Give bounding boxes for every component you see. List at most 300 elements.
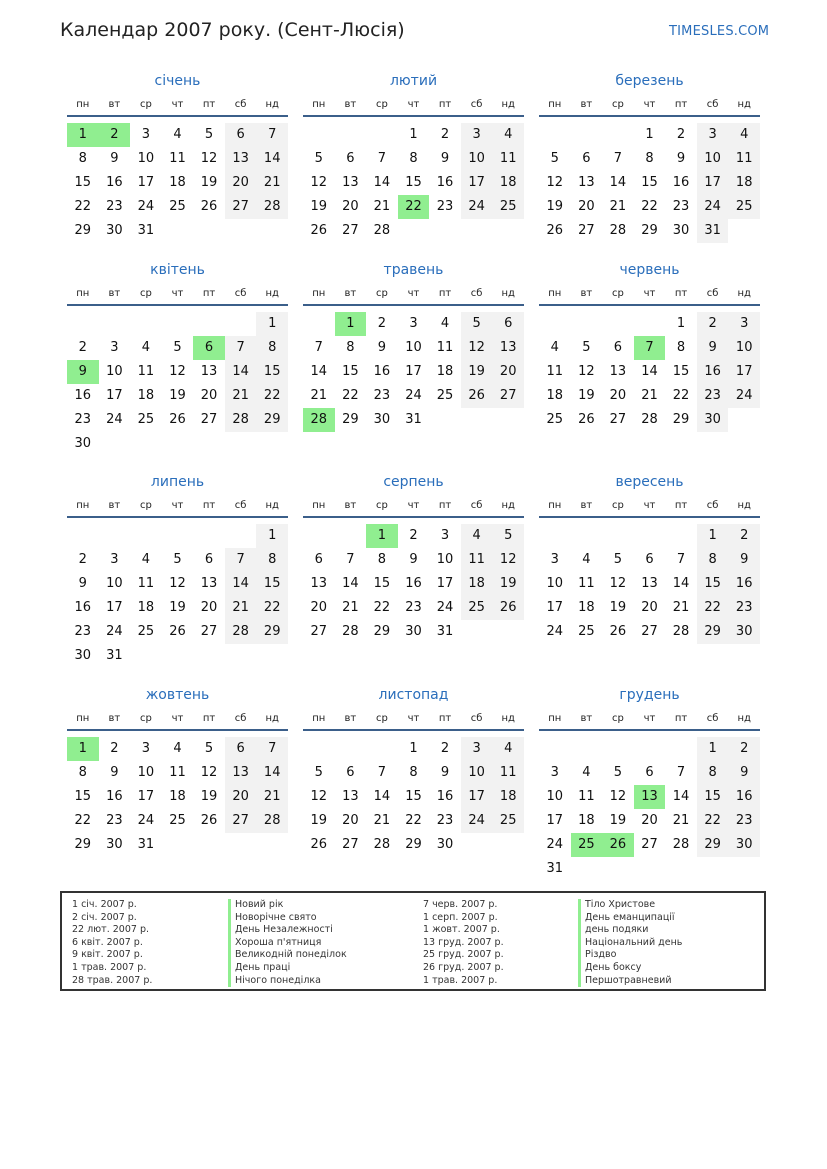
day-cell: 29 (672, 412, 690, 427)
weekday-label: чт (643, 99, 656, 110)
day-cell: 14 (373, 175, 391, 190)
header-rule (303, 729, 524, 731)
day-cell: 10 (697, 147, 729, 171)
day-cell: 8 (645, 151, 654, 166)
day-cell: 26 (200, 199, 218, 214)
weekday-label: пн (76, 500, 90, 511)
day-cell: 5 (613, 765, 623, 780)
weekday-label: нд (265, 500, 279, 511)
legend-date: 1 січ. 2007 р. (72, 899, 137, 910)
day-cell: 28 (641, 412, 658, 427)
weekday-label: вт (108, 288, 121, 299)
month-name: серпень (383, 474, 444, 490)
day-cell: 27 (310, 624, 328, 639)
day-cell: 10 (461, 761, 493, 785)
day-cell: 10 (137, 151, 155, 166)
day-cell: 26 (169, 412, 186, 427)
holiday-day: 1 (335, 312, 367, 336)
weekday-header (67, 288, 288, 302)
day-cell: 27 (641, 837, 658, 852)
day-cell: 10 (436, 552, 454, 567)
weekday-label: нд (501, 713, 515, 724)
day-cell: 25 (578, 624, 595, 639)
day-cell: 3 (110, 552, 119, 567)
day-cell: 2 (78, 340, 87, 355)
day-cell: 18 (169, 789, 186, 804)
day-cell: 3 (461, 123, 493, 147)
weekday-label: пн (312, 288, 326, 299)
day-cell: 12 (310, 789, 328, 804)
day-cell: 21 (256, 171, 288, 195)
day-cell: 2 (728, 737, 760, 761)
day-cell: 26 (310, 837, 328, 852)
day-cell: 21 (225, 596, 257, 620)
day-cell: 6 (645, 552, 654, 567)
day-cell: 22 (74, 813, 92, 828)
legend-holiday-name: Новий рік (228, 899, 347, 912)
day-cell: 11 (169, 151, 186, 166)
weekday-label: ср (611, 500, 624, 511)
day-cell: 3 (461, 737, 493, 761)
month-name: вересень (615, 474, 684, 490)
month-name: листопад (378, 687, 449, 703)
day-cell: 6 (582, 151, 591, 166)
day-cell: 11 (728, 147, 760, 171)
day-cell: 8 (256, 336, 288, 360)
day-cell: 21 (373, 199, 391, 214)
day-cell: 2 (409, 528, 418, 543)
day-cell: 15 (74, 175, 92, 190)
day-cell: 16 (405, 576, 422, 591)
day-cell: 24 (137, 813, 155, 828)
day-cell: 24 (546, 624, 564, 639)
weekday-label: пт (674, 99, 688, 110)
day-cell: 12 (546, 175, 564, 190)
header-rule (67, 516, 288, 518)
day-cell: 22 (256, 384, 288, 408)
day-cell: 13 (641, 576, 658, 591)
day-cell: 25 (137, 624, 155, 639)
day-cell: 30 (106, 223, 123, 238)
day-cell: 5 (550, 151, 559, 166)
weekday-header (303, 99, 524, 113)
day-cell: 29 (373, 624, 391, 639)
day-cell: 20 (641, 600, 658, 615)
day-cell: 20 (200, 600, 218, 615)
weekday-label: нд (737, 713, 751, 724)
weekday-label: вт (580, 713, 593, 724)
day-cell: 27 (342, 223, 359, 238)
day-cell: 31 (106, 648, 123, 663)
weekday-label: пт (202, 288, 216, 299)
day-cell: 11 (137, 576, 155, 591)
day-cell: 19 (609, 813, 627, 828)
day-cell: 15 (373, 576, 391, 591)
month-name: лютий (389, 73, 438, 89)
day-cell: 16 (672, 175, 690, 190)
day-cell: 13 (225, 147, 257, 171)
weekday-header (539, 99, 760, 113)
day-cell: 19 (169, 388, 186, 403)
holiday-day: 1 (67, 123, 99, 147)
day-cell: 14 (310, 364, 328, 379)
day-cell: 19 (578, 388, 595, 403)
day-cell: 25 (436, 388, 454, 403)
weekday-label: нд (501, 500, 515, 511)
legend-holiday-name: день подяки (578, 924, 682, 937)
day-cell: 8 (409, 151, 418, 166)
day-cell: 31 (137, 223, 155, 238)
day-cell: 27 (200, 412, 218, 427)
day-cell: 16 (436, 789, 454, 804)
day-cell: 24 (546, 837, 564, 852)
day-cell: 12 (578, 364, 595, 379)
day-cell: 5 (173, 552, 182, 567)
day-cell: 24 (106, 624, 123, 639)
weekday-label: пн (548, 500, 562, 511)
legend-date: 9 квіт. 2007 р. (72, 949, 143, 961)
day-cell: 28 (672, 837, 690, 852)
holiday-day: 6 (193, 336, 225, 360)
day-cell: 1 (409, 741, 418, 756)
weekday-label: пн (312, 713, 326, 724)
weekday-header (303, 713, 524, 727)
day-cell: 24 (405, 388, 422, 403)
day-cell: 22 (405, 813, 422, 828)
weekday-label: ср (139, 713, 152, 724)
day-cell: 3 (141, 741, 151, 756)
weekday-label: ср (611, 99, 624, 110)
day-cell: 16 (697, 360, 729, 384)
legend-holiday-name: Хороша п'ятниця (228, 937, 347, 950)
day-cell: 18 (492, 171, 524, 195)
legend-right-names (578, 899, 682, 987)
holiday-day: 25 (571, 833, 603, 857)
day-cell: 25 (546, 412, 564, 427)
day-cell: 28 (672, 624, 690, 639)
day-cell: 11 (436, 340, 454, 355)
day-cell: 21 (373, 813, 391, 828)
day-cell: 26 (492, 596, 524, 620)
header-rule (303, 115, 524, 117)
day-cell: 1 (256, 524, 288, 548)
day-cell: 18 (436, 364, 454, 379)
day-cell: 23 (373, 388, 391, 403)
weekday-label: нд (737, 500, 751, 511)
weekday-label: нд (737, 288, 751, 299)
day-cell: 4 (440, 316, 450, 331)
day-cell: 16 (728, 572, 760, 596)
day-cell: 25 (137, 412, 155, 427)
day-cell: 13 (609, 364, 627, 379)
day-cell: 8 (377, 552, 387, 567)
day-cell: 6 (314, 552, 323, 567)
legend-holiday-name: Національний день (578, 937, 682, 950)
day-cell: 3 (550, 552, 559, 567)
header-rule (67, 729, 288, 731)
day-cell: 9 (110, 765, 119, 780)
day-cell: 31 (546, 861, 564, 876)
day-cell: 28 (609, 223, 627, 238)
weekday-label: чт (407, 500, 420, 511)
weekday-label: вт (344, 99, 357, 110)
day-cell: 15 (342, 364, 359, 379)
day-cell: 22 (74, 199, 92, 214)
legend-date: 26 груд. 2007 р. (423, 961, 504, 973)
day-cell: 17 (461, 785, 493, 809)
weekday-label: пт (438, 288, 452, 299)
weekday-label: ср (375, 99, 388, 110)
day-cell: 22 (373, 600, 391, 615)
day-cell: 20 (310, 600, 328, 615)
day-cell: 2 (728, 524, 760, 548)
day-cell: 29 (342, 412, 359, 427)
weekday-label: чт (171, 288, 184, 299)
day-cell: 15 (697, 572, 729, 596)
weekday-label: пн (76, 99, 90, 110)
day-cell: 7 (256, 123, 288, 147)
weekday-header (67, 99, 288, 113)
day-cell: 30 (106, 837, 123, 852)
day-cell: 30 (74, 648, 92, 663)
day-cell: 9 (676, 151, 686, 166)
day-cell: 6 (346, 151, 355, 166)
day-cell: 7 (676, 552, 686, 567)
weekday-label: вт (344, 288, 357, 299)
day-cell: 12 (310, 175, 328, 190)
legend-date: 1 трав. 2007 р. (423, 974, 498, 986)
day-cell: 13 (492, 336, 524, 360)
day-cell: 18 (137, 600, 155, 615)
day-cell: 11 (492, 147, 524, 171)
weekday-header (303, 500, 524, 514)
day-cell: 14 (641, 364, 658, 379)
day-cell: 22 (641, 199, 658, 214)
day-cell: 20 (342, 813, 359, 828)
weekday-label: ср (139, 500, 152, 511)
weekday-label: чт (171, 500, 184, 511)
day-cell: 22 (342, 388, 359, 403)
day-cell: 8 (256, 548, 288, 572)
day-cell: 25 (169, 199, 186, 214)
day-cell: 24 (106, 412, 123, 427)
day-cell: 7 (676, 765, 686, 780)
legend-holiday-name: Нічого понеділка (228, 975, 347, 988)
day-cell: 12 (609, 576, 627, 591)
day-cell: 28 (342, 624, 359, 639)
weekday-label: вт (580, 99, 593, 110)
day-cell: 12 (492, 548, 524, 572)
day-cell: 3 (141, 127, 151, 142)
month-name: грудень (619, 687, 680, 703)
day-cell: 21 (310, 388, 328, 403)
legend-left-dates (72, 899, 152, 987)
day-cell: 13 (342, 789, 359, 804)
day-cell: 16 (74, 388, 92, 403)
day-cell: 22 (672, 388, 690, 403)
day-cell: 14 (373, 789, 391, 804)
day-cell: 25 (492, 809, 524, 833)
day-cell: 13 (200, 364, 218, 379)
day-cell: 17 (436, 576, 454, 591)
header-rule (67, 304, 288, 306)
day-cell: 19 (609, 600, 627, 615)
weekday-header (539, 500, 760, 514)
day-cell: 1 (676, 316, 686, 331)
weekday-label: пн (548, 288, 562, 299)
day-cell: 30 (697, 408, 729, 432)
day-cell: 24 (461, 195, 493, 219)
day-cell: 5 (582, 340, 591, 355)
day-cell: 9 (78, 576, 87, 591)
day-cell: 13 (310, 576, 328, 591)
day-cell: 21 (609, 199, 627, 214)
day-cell: 30 (74, 436, 92, 451)
day-cell: 20 (492, 360, 524, 384)
weekday-label: сб (706, 713, 719, 724)
day-cell: 30 (436, 837, 454, 852)
day-cell: 10 (137, 765, 155, 780)
day-cell: 18 (137, 388, 155, 403)
weekday-label: ср (611, 288, 624, 299)
day-cell: 21 (225, 384, 257, 408)
holiday-day: 2 (99, 123, 131, 147)
day-cell: 9 (697, 336, 729, 360)
brand-link[interactable]: TIMESLES.COM (669, 24, 770, 39)
day-cell: 15 (641, 175, 658, 190)
weekday-label: сб (234, 288, 247, 299)
day-cell: 20 (200, 388, 218, 403)
day-cell: 31 (137, 837, 155, 852)
weekday-label: сб (706, 500, 719, 511)
day-cell: 20 (342, 199, 359, 214)
day-cell: 2 (110, 741, 119, 756)
weekday-label: сб (706, 99, 719, 110)
legend-date: 1 серп. 2007 р. (423, 911, 498, 923)
legend-date: 1 жовт. 2007 р. (423, 924, 500, 936)
day-cell: 9 (409, 552, 418, 567)
day-cell: 14 (342, 576, 359, 591)
day-cell: 29 (405, 837, 422, 852)
day-cell: 29 (641, 223, 658, 238)
day-cell: 10 (546, 789, 564, 804)
day-cell: 22 (697, 809, 729, 833)
day-cell: 1 (697, 524, 729, 548)
weekday-header (539, 713, 760, 727)
day-cell: 14 (672, 789, 690, 804)
day-cell: 26 (609, 624, 627, 639)
day-cell: 14 (225, 360, 257, 384)
day-cell: 18 (578, 813, 595, 828)
legend-left-names (228, 899, 347, 987)
day-cell: 17 (137, 175, 155, 190)
legend-date: 2 січ. 2007 р. (72, 911, 137, 923)
weekday-label: пн (312, 99, 326, 110)
day-cell: 14 (256, 761, 288, 785)
day-cell: 15 (405, 789, 422, 804)
legend-date: 6 квіт. 2007 р. (72, 936, 143, 948)
day-cell: 26 (461, 384, 493, 408)
weekday-label: чт (643, 288, 656, 299)
legend-holiday-name: День еманципації (578, 912, 682, 925)
day-cell: 20 (578, 199, 595, 214)
day-cell: 4 (492, 737, 524, 761)
weekday-label: пт (674, 500, 688, 511)
day-cell: 31 (405, 412, 422, 427)
day-cell: 24 (137, 199, 155, 214)
day-cell: 22 (256, 596, 288, 620)
legend-holiday-name: Першотравневий (578, 975, 682, 988)
day-cell: 2 (78, 552, 87, 567)
day-cell: 26 (546, 223, 564, 238)
month-name: червень (619, 262, 680, 278)
day-cell: 17 (546, 600, 564, 615)
day-cell: 1 (697, 737, 729, 761)
day-cell: 5 (204, 741, 214, 756)
day-cell: 23 (106, 813, 123, 828)
legend-holiday-name: Тіло Христове (578, 899, 682, 912)
day-cell: 18 (578, 600, 595, 615)
day-cell: 5 (492, 524, 524, 548)
day-cell: 26 (200, 813, 218, 828)
day-cell: 7 (346, 552, 355, 567)
month-name: квітень (150, 262, 205, 278)
day-cell: 8 (78, 151, 87, 166)
day-cell: 2 (697, 312, 729, 336)
month-name: жовтень (145, 687, 210, 703)
day-cell: 16 (436, 175, 454, 190)
day-cell: 14 (225, 572, 257, 596)
weekday-label: чт (171, 713, 184, 724)
weekday-label: пт (674, 713, 688, 724)
day-cell: 15 (256, 572, 288, 596)
month-name: липень (150, 474, 205, 490)
day-cell: 30 (405, 624, 422, 639)
day-cell: 18 (728, 171, 760, 195)
day-cell: 23 (672, 199, 690, 214)
day-cell: 21 (256, 785, 288, 809)
day-cell: 21 (672, 813, 690, 828)
day-cell: 2 (377, 316, 387, 331)
weekday-label: сб (470, 500, 483, 511)
day-cell: 3 (697, 123, 729, 147)
weekday-label: чт (171, 99, 184, 110)
day-cell: 17 (728, 360, 760, 384)
day-cell: 12 (200, 765, 218, 780)
day-cell: 23 (74, 412, 92, 427)
day-cell: 25 (461, 596, 493, 620)
day-cell: 18 (169, 175, 186, 190)
day-cell: 24 (697, 195, 729, 219)
holiday-day: 28 (303, 408, 335, 432)
day-cell: 28 (256, 195, 288, 219)
day-cell: 1 (409, 127, 418, 142)
day-cell: 5 (314, 765, 323, 780)
legend-date: 22 лют. 2007 р. (72, 924, 149, 936)
day-cell: 5 (173, 340, 182, 355)
weekday-label: пн (312, 500, 326, 511)
holiday-day: 1 (366, 524, 398, 548)
day-cell: 25 (492, 195, 524, 219)
legend-holiday-name: День праці (228, 962, 347, 975)
day-cell: 19 (310, 199, 328, 214)
header-rule (539, 115, 760, 117)
weekday-label: ср (611, 713, 624, 724)
day-cell: 4 (582, 552, 591, 567)
day-cell: 12 (200, 151, 218, 166)
day-cell: 15 (697, 785, 729, 809)
day-cell: 23 (106, 199, 123, 214)
